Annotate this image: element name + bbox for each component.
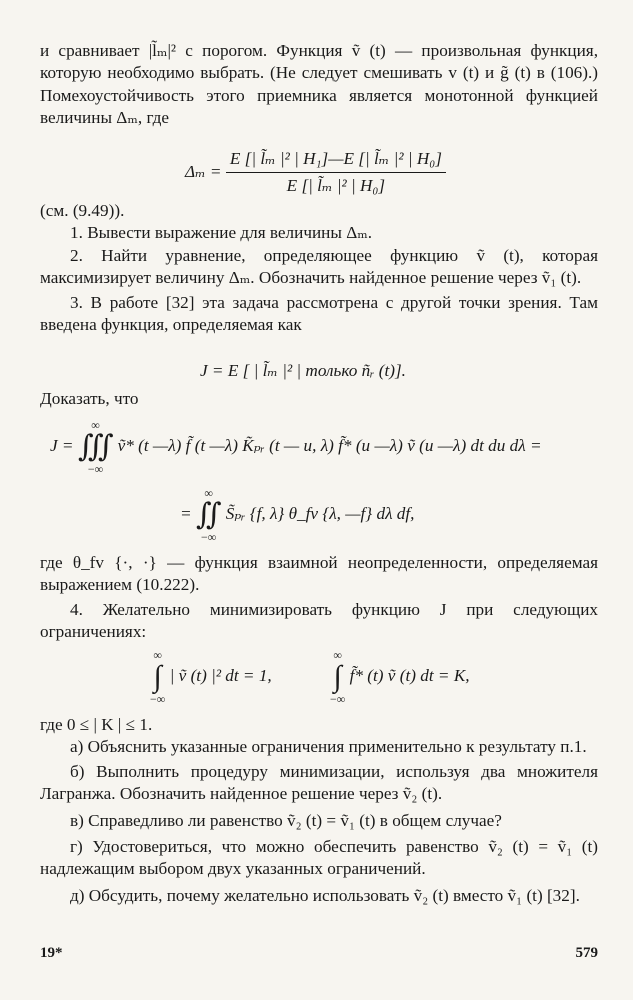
formula-integral-1 (50, 418, 542, 476)
c1-upper: ∞ (153, 648, 162, 662)
signature-mark: 19* (40, 945, 63, 961)
item-3: 3. В работе [32] эта задача рассмотрена с другой точки зрения. Там введена функция, определяемая как (40, 292, 598, 335)
sub-item-b: б) Выполнить процедуру минимизации, используя два множителя Лагранжа. Обозначить найденное решение через ṽ₂ (t). (40, 761, 598, 804)
see-reference: (см. (9.49)). (40, 201, 125, 220)
item-1: 1. Вывести выражение для величины Δₘ. (70, 223, 373, 243)
int2-sign: ∬ (195, 498, 222, 531)
c2-lower: −∞ (330, 692, 346, 706)
int1-sign: ∭ (77, 430, 114, 463)
delta-lhs: Δₘ = (185, 161, 222, 181)
int1-upper: ∞ (91, 418, 100, 432)
formula-constraint-1 (150, 648, 272, 706)
int1-lower: −∞ (87, 462, 104, 476)
prove-line (40, 388, 598, 410)
section-subitems (40, 714, 598, 907)
int1-limits (78, 418, 113, 476)
formula-integral-2 (180, 486, 414, 544)
prove-text: Доказать, что (40, 389, 139, 408)
section-theta (40, 552, 598, 644)
sub-item-v: в) Справедливо ли равенство ṽ₂ (t) = ṽ₁ (t) в общем случае? (70, 810, 502, 830)
page-body (40, 40, 598, 130)
delta-denominator: E [| l̃ₘ |² | H₀] (286, 176, 386, 196)
c2-body: f̃* (t) ṽ (t) dt = K, (349, 665, 470, 685)
int2-body: S̃ₚᵣ {f, λ} θ_fv {λ, —f} dλ df, (225, 503, 415, 523)
int2-lhs: = (180, 503, 192, 523)
c1-body: | ṽ (t) |² dt = 1, (169, 665, 272, 685)
item-2: 2. Найти уравнение, определяющее функцию ṽ (t), которая максимизирует величину Δₘ. Обозначить найденное решение через ṽ₁ (t). (40, 245, 598, 288)
section-items (40, 200, 598, 336)
where-theta: где θ_fv {·, ·} — функция взаимной неопределенности, определяемая выражением (10.222). (40, 553, 598, 595)
page-number: 579 (575, 945, 598, 961)
paragraph-intro: и сравнивает |l̃ₘ|² с порогом. Функция ṽ (t) — произвольная функция, которую необходимо выбрать. (Не следует смешивать v (t) и g̃ (t) в (106).) Помехоустойчивость этого приемника является монотонной функцией величины Δₘ, где (40, 41, 598, 128)
int1-body: ṽ* (t —λ) f̃ (t —λ) K̃ₚᵣ (t — u, λ) f̃* (u —λ) ṽ (u —λ) dt du dλ = (117, 435, 542, 455)
sub-item-g: г) Удостовериться, что можно обеспечить равенство ṽ₂ (t) = ṽ₁ (t) надлежащим выбором двух указанных ограничений. (40, 837, 598, 879)
int2-limits (196, 486, 222, 544)
formula-J: J = E [ | l̃ₘ |² | только ñᵣ (t)]. (200, 361, 406, 380)
int2-lower: −∞ (201, 530, 217, 544)
c1-lower: −∞ (150, 692, 166, 706)
where-K: где 0 ≤ | K | ≤ 1. (40, 715, 153, 734)
c2-sign: ∫ (333, 660, 342, 693)
sub-item-a: а) Объяснить указанные ограничения применительно к результату п.1. (70, 737, 587, 757)
c2-upper: ∞ (333, 648, 342, 662)
c1-sign: ∫ (153, 660, 162, 693)
item-4: 4. Желательно минимизировать функцию J при следующих ограничениях: (40, 599, 598, 642)
int1-lhs: J = (50, 435, 74, 455)
delta-numerator: E [| l̃ₘ |² | H₁]—E [| l̃ₘ |² | H₀] (226, 148, 446, 173)
sub-item-d: д) Обсудить, почему желательно использовать ṽ₂ (t) вместо ṽ₁ (t) [32]. (70, 885, 580, 905)
delta-fraction (226, 148, 446, 198)
formula-delta (185, 148, 446, 198)
formula-constraint-2 (330, 648, 470, 706)
c2-limits (330, 648, 345, 706)
int2-upper: ∞ (204, 486, 213, 500)
c1-limits (150, 648, 165, 706)
